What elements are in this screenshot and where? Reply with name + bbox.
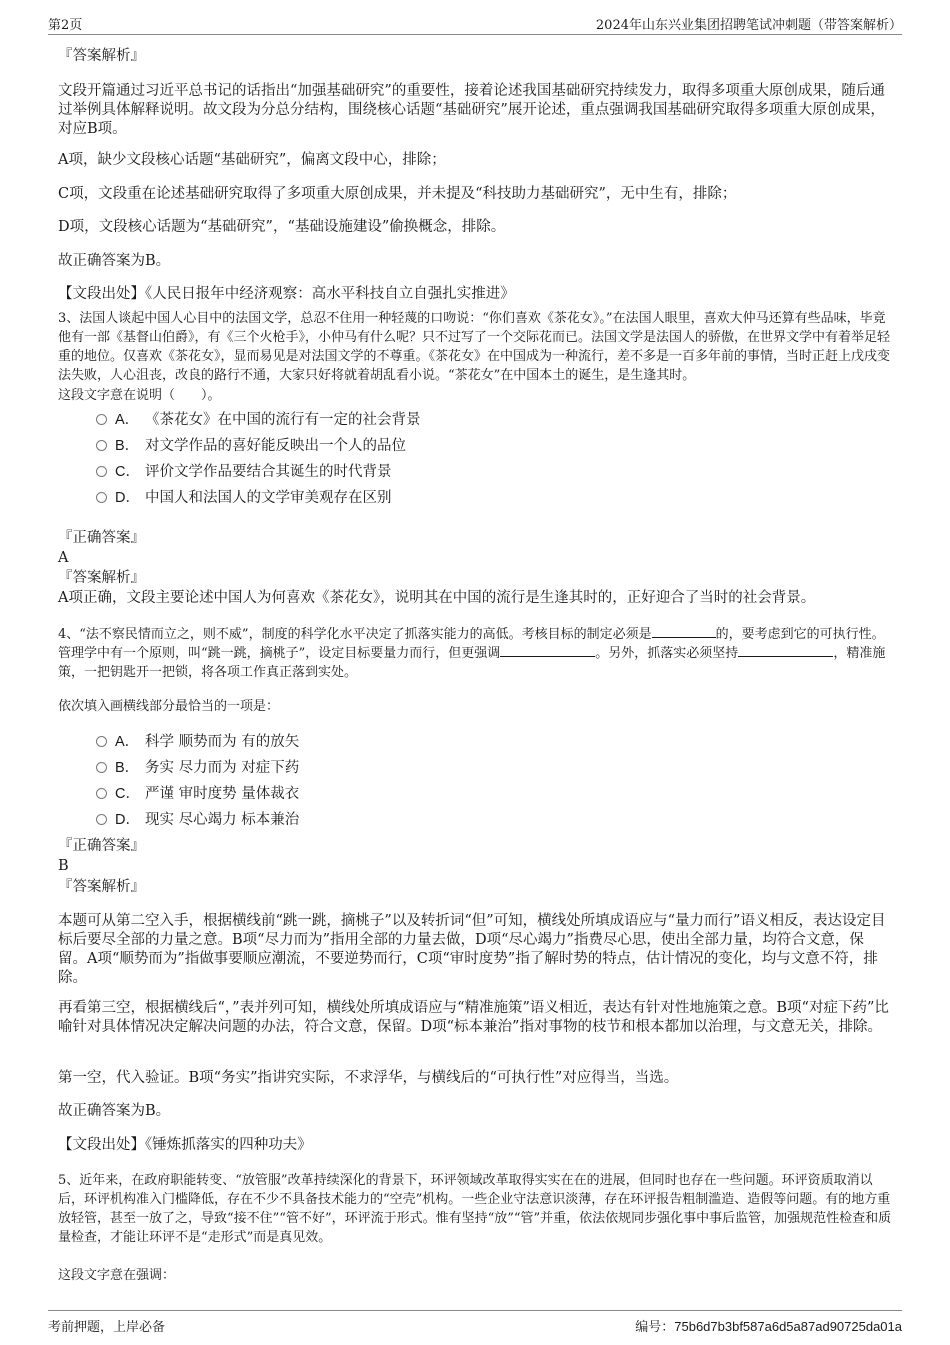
- page-number: 第2页: [48, 18, 83, 33]
- option-key: B．: [115, 438, 140, 454]
- option-key: D．: [115, 490, 140, 506]
- q4-answer-label: 『正确答案』: [58, 838, 145, 854]
- footer-slogan: 考前押题，上岸必备: [48, 1320, 166, 1335]
- page-footer: [48, 1310, 902, 1335]
- radio-icon[interactable]: [96, 492, 107, 503]
- option-key: C．: [115, 464, 140, 480]
- option-key: A．: [115, 412, 140, 428]
- q3-analysis: A项正确，文段主要论述中国人为何喜欢《茶花女》，说明其在中国的流行是生逢其时的，正好迎合了当时的社会背景。: [58, 590, 816, 606]
- option-text: 严谨 审时度势 量体裁衣: [145, 786, 300, 802]
- radio-icon[interactable]: [96, 814, 107, 825]
- option-key: C．: [115, 786, 140, 802]
- q3-answer: A: [58, 550, 69, 566]
- q4-answer: B: [58, 858, 69, 874]
- q3-analysis-label: 『答案解析』: [58, 570, 145, 586]
- q3-option-a[interactable]: [96, 410, 421, 430]
- radio-icon[interactable]: [96, 762, 107, 773]
- q4-analysis-para-3: 第一空，代入验证。B项“务实”指讲究实际，不求浮华，与横线后的“可执行性”对应得当，当选。: [58, 1070, 679, 1086]
- q4-stem-part-3: 。另外，抓落实必须坚持: [595, 646, 739, 661]
- option-key: D．: [115, 812, 140, 828]
- q4-analysis-label: 『答案解析』: [58, 879, 145, 895]
- q5-stem: 5、近年来，在政府职能转变、“放管服”改革持续深化的背景下，环评领域改革取得实实在在的进展，但同时也存在一些问题。环评资质取消以后，环评机构准入门槛降低，存在不少不具备技术能力的“空壳”机构。一些企业守法意识淡薄，存在环评报告粗制滥造、造假等问题。有的地方重放轻管，甚至一放了之，导致“接不住”“管不好”，环评流于形式。惟有坚持“放”“管”并重，依法依规同步强化事中事后监管，加强规范性检查和质量检查，才能让环评不是“走形式”而是真见效。: [58, 1173, 892, 1245]
- q4-option-b[interactable]: [96, 758, 299, 778]
- option-text: 《茶花女》在中国的流行有一定的社会背景: [145, 412, 421, 428]
- option-text: 中国人和法国人的文学审美观存在区别: [145, 490, 392, 506]
- option-text: 科学 顺势而为 有的放矢: [145, 734, 300, 750]
- q4-stem: [58, 625, 892, 682]
- q3-prompt: 这段文字意在说明（ ）。: [58, 388, 221, 403]
- q3-option-c[interactable]: [96, 462, 392, 482]
- page-header: [48, 12, 902, 35]
- option-text: 评价文学作品要结合其诞生的时代背景: [145, 464, 392, 480]
- q2-analysis-para-4: D项，文段核心话题为“基础研究”，“基础设施建设”偷换概念，排除。: [58, 219, 506, 235]
- option-key: A．: [115, 734, 140, 750]
- q4-analysis-para-1: 本题可从第二空入手，根据横线前“跳一跳，摘桃子”以及转折词“但”可知，横线处所填成语应与“量力而行”语义相反，表达设定目标后要尽全部的力量之意。B项“尽力而为”指用全部的力量去做，D项“尽心竭力”指费尽心思，使出全部力量，均符合文意，保留。A项“顺势而为”指做事要顺应潮流，不要逆势而行，C项“审时度势”指了解时势的特点，估计情况的变化，均与文意不符，排除。: [58, 913, 886, 986]
- q4-analysis-para-2: 再看第三空，根据横线后“，”表并列可知，横线处所填成语应与“精准施策”语义相近，表达有针对性地施策之意。B项“对症下药”比喻针对具体情况决定解决问题的办法，符合文意，保留。D项“标本兼治”指对事物的枝节和根本都加以治理，与文意无关，排除。: [58, 1000, 889, 1035]
- radio-icon[interactable]: [96, 414, 107, 425]
- q2-analysis-para-1: 文段开篇通过习近平总书记的话指出“加强基础研究”的重要性，接着论述我国基础研究持续发力，取得多项重大原创成果，随后通过举例具体解释说明。故文段为分总分结构，围绕核心话题“基础研究”展开论述，重点强调我国基础研究取得多项重大原创成果，对应B项。: [58, 83, 885, 137]
- q3-stem: 3、法国人谈起中国人心目中的法国文学，总忍不住用一种轻蔑的口吻说：“你们喜欢《茶花女》。”在法国人眼里，喜欢大仲马还算有些品味，毕竟他有一部《基督山伯爵》，有《三个火枪手》，小仲马有什么呢？只不过写了一个交际花而已。法国文学是法国人的骄傲，在世界文学中有着举足轻重的地位。仅喜欢《茶花女》，显而易见是对法国文学的不尊重。《茶花女》在中国成为一种流行，差不多是一百多年前的事情，当时正赶上戊戌变法失败，人心沮丧，改良的路行不通，大家只好将就着胡乱看小说。“茶花女”在中国本土的诞生，是生逢其时。: [58, 311, 891, 383]
- q4-blank-1: [652, 625, 716, 638]
- radio-icon[interactable]: [96, 736, 107, 747]
- q4-option-d[interactable]: [96, 810, 299, 830]
- q4-stem-part-1: 4、“法不察民情而立之，则不威”，制度的科学化水平决定了抓落实能力的高低。考核目标的制定必须是: [58, 627, 652, 642]
- q3-option-d[interactable]: [96, 488, 392, 508]
- document-title: 2024年山东兴业集团招聘笔试冲刺题（带答案解析）: [595, 18, 902, 33]
- q2-analysis-para-2: A项，缺少文段核心话题“基础研究”，偏离文段中心，排除；: [58, 152, 446, 168]
- q5-prompt: 这段文字意在强调：: [58, 1268, 176, 1283]
- q4-blank-3: [738, 644, 833, 657]
- option-text: 对文学作品的喜好能反映出一个人的品位: [145, 438, 406, 454]
- option-text: 现实 尽心竭力 标本兼治: [145, 812, 300, 828]
- q2-analysis-para-3: C项，文段重在论述基础研究取得了多项重大原创成果，并未提及“科技助力基础研究”，无中生有，排除；: [58, 186, 737, 202]
- q4-conclusion: 故正确答案为B。: [58, 1103, 171, 1119]
- q4-blank-2: [500, 644, 595, 657]
- radio-icon[interactable]: [96, 440, 107, 451]
- option-text: 务实 尽力而为 对症下药: [145, 760, 300, 776]
- q2-source: 【文段出处】《人民日报年中经济观察：高水平科技自立自强扎实推进》: [58, 286, 515, 302]
- q4-option-c[interactable]: [96, 784, 299, 804]
- q4-stem-part-2: 的，要考虑到它的可执行性。管理学中有一个原则，叫“跳一跳，摘桃子”，设定目标要量力而行，但更强调: [58, 627, 885, 661]
- q4-stem-part-4: ，精准施策，一把钥匙开一把锁，将各项工作真正落到实处。: [58, 646, 886, 680]
- radio-icon[interactable]: [96, 466, 107, 477]
- document-id: 编号：75b6d7b3bf587a6d5a87ad90725da01a: [635, 1319, 902, 1334]
- q4-source: 【文段出处】《锤炼抓落实的四种功夫》: [58, 1137, 312, 1153]
- q3-option-b[interactable]: [96, 436, 406, 456]
- q3-answer-label: 『正确答案』: [58, 530, 145, 546]
- q4-prompt: 依次填入画横线部分最恰当的一项是：: [58, 699, 280, 714]
- q2-analysis-label: 『答案解析』: [58, 48, 145, 64]
- option-key: B．: [115, 760, 140, 776]
- q2-conclusion: 故正确答案为B。: [58, 253, 171, 269]
- radio-icon[interactable]: [96, 788, 107, 799]
- q4-option-a[interactable]: [96, 732, 299, 752]
